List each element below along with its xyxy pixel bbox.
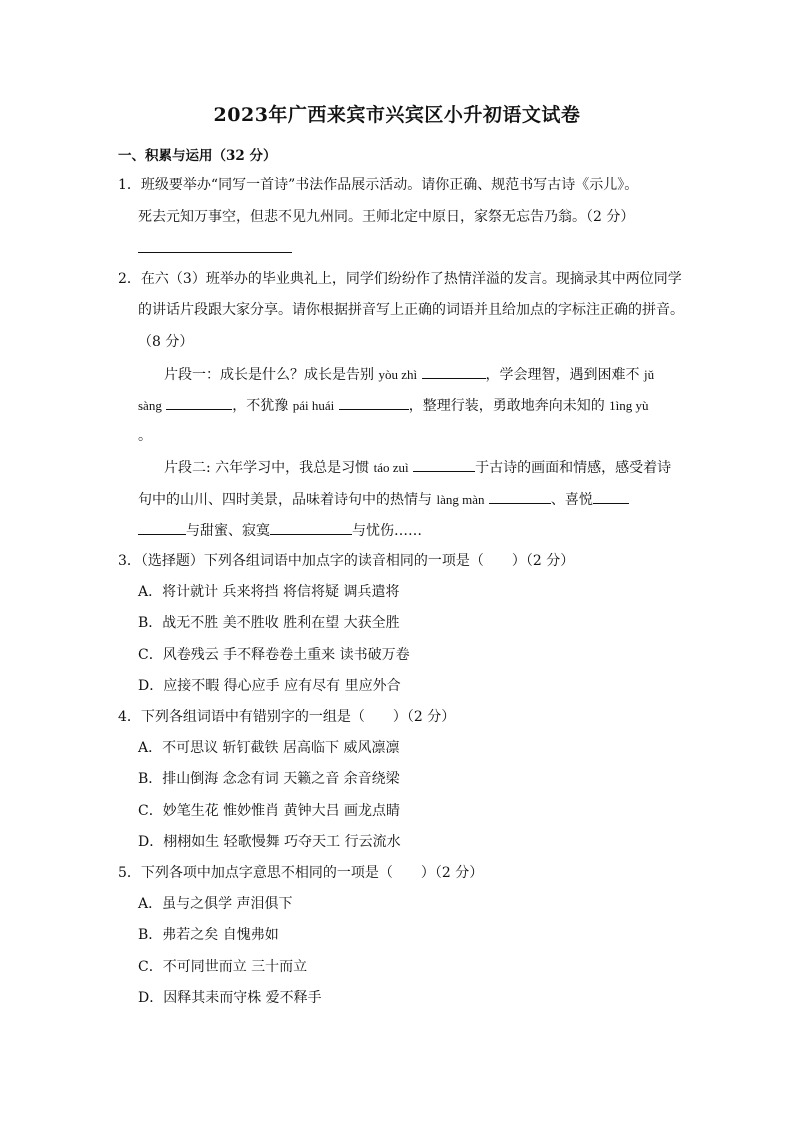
pinyin-4: 1ìng yù <box>609 398 649 413</box>
q4-option-d[interactable]: D．栩栩如生 轻歌慢舞 巧夺天工 行云流水 <box>138 834 401 850</box>
pinyin-3: pái huái <box>292 398 335 413</box>
q3-option-a[interactable]: A．将计就计 兵来将挡 将信将疑 调兵遣将 <box>138 584 400 600</box>
q4-stem: 4．下列各组词语中有错别字的一组是（ ）（2 分） <box>118 709 456 725</box>
q5-option-d[interactable]: D．因释其耒而守株 爱不释手 <box>138 990 322 1006</box>
fragment-two-text-e: 与甜蜜、寂寞 <box>186 523 270 539</box>
blank-7b[interactable] <box>138 520 186 535</box>
fragment-two-line3 <box>138 520 422 541</box>
q5-option-b[interactable]: B．弗若之矣 自愧弗如 <box>138 927 279 943</box>
section-heading: 一、积累与运用（32 分） <box>118 148 277 164</box>
q1-line2: 死去元知万事空，但悲不见九州同。王师北定中原日，家祭无忘告乃翁。（2 分） <box>138 209 635 225</box>
fragment-one-line1 <box>164 364 654 385</box>
fragment-two-text-c: 句中的山川、四时美景，品味着诗句中的热情与 <box>138 492 437 508</box>
blank-7a[interactable] <box>593 489 629 504</box>
fragment-one-end: 。 <box>138 428 152 444</box>
fragment-two-line1 <box>164 457 671 478</box>
blank-6[interactable] <box>489 489 551 504</box>
blank-3[interactable] <box>339 395 409 410</box>
q3-option-b[interactable]: B．战无不胜 美不胜收 胜利在望 大获全胜 <box>138 615 400 631</box>
fragment-one-line2 <box>138 395 649 416</box>
blank-5[interactable] <box>413 457 475 472</box>
fragment-two-line2 <box>138 489 629 510</box>
pinyin-2a: jǔ <box>644 367 655 382</box>
q1-answer-blank[interactable] <box>138 238 292 259</box>
q2-line3: （8 分） <box>138 334 194 350</box>
blank-8[interactable] <box>270 520 352 535</box>
q4-option-c[interactable]: C．妙笔生花 惟妙惟肖 黄钟大吕 画龙点睛 <box>138 803 401 819</box>
fragment-two-text-f: 与忧伤…… <box>352 523 422 539</box>
q1-line1: 1．班级要举办“同写一首诗”书法作品展示活动。请你正确、规范书写古诗《示儿》。 <box>118 177 639 193</box>
blank-2[interactable] <box>166 395 232 410</box>
pinyin-5: táo zuì <box>373 460 409 475</box>
q5-stem: 5．下列各项中加点字意思不相同的一项是（ ）（2 分） <box>118 865 484 881</box>
pinyin-6: làng màn <box>436 492 485 507</box>
blank-1[interactable] <box>422 364 486 379</box>
q5-option-c[interactable]: C．不可同世而立 三十而立 <box>138 959 308 975</box>
q2-line1: 2．在六（3）班举办的毕业典礼上，同学们纷纷作了热情洋溢的发言。现摘录其中两位同学 <box>118 271 682 287</box>
q4-option-b[interactable]: B．排山倒海 念念有词 天籁之音 余音绕梁 <box>138 771 400 787</box>
fragment-two-text-a: 片段二: 六年学习中，我总是习惯 <box>164 460 374 476</box>
q3-stem: 3．（选择题）下列各组词语中加点字的读音相同的一项是（ ）（2 分） <box>118 553 575 569</box>
fragment-one-text-c: ，不犹豫 <box>232 398 293 414</box>
q3-option-c[interactable]: C．风卷残云 手不释卷卷土重来 读书破万卷 <box>138 647 410 663</box>
pinyin-2b: sàng <box>138 398 162 413</box>
page-title: 2023年广西来宾市兴宾区小升初语文试卷 <box>213 104 581 126</box>
fragment-two-text-d: 、喜悦 <box>550 492 593 508</box>
q5-option-a[interactable]: A．虽与之俱学 声泪俱下 <box>138 896 293 912</box>
fragment-one-text-d: ，整理行装，勇敢地奔向未知的 <box>408 398 610 414</box>
pinyin-1: yòu zhì <box>378 367 418 382</box>
q4-option-a[interactable]: A．不可思议 斩钉截铁 居高临下 威风凛凛 <box>138 740 400 756</box>
fragment-one-text-b: ，学会理智，遇到困难不 <box>485 367 644 383</box>
q2-line2: 的讲话片段跟大家分享。请你根据拼音写上正确的词语并且给加点的字标注正确的拼音。 <box>138 302 684 318</box>
fragment-one-text-a: 片段一：成长是什么？成长是告别 <box>164 367 379 383</box>
fragment-two-text-b: 于古诗的画面和情感，感受着诗 <box>475 460 672 476</box>
q3-option-d[interactable]: D．应接不暇 得心应手 应有尽有 里应外合 <box>138 678 401 694</box>
